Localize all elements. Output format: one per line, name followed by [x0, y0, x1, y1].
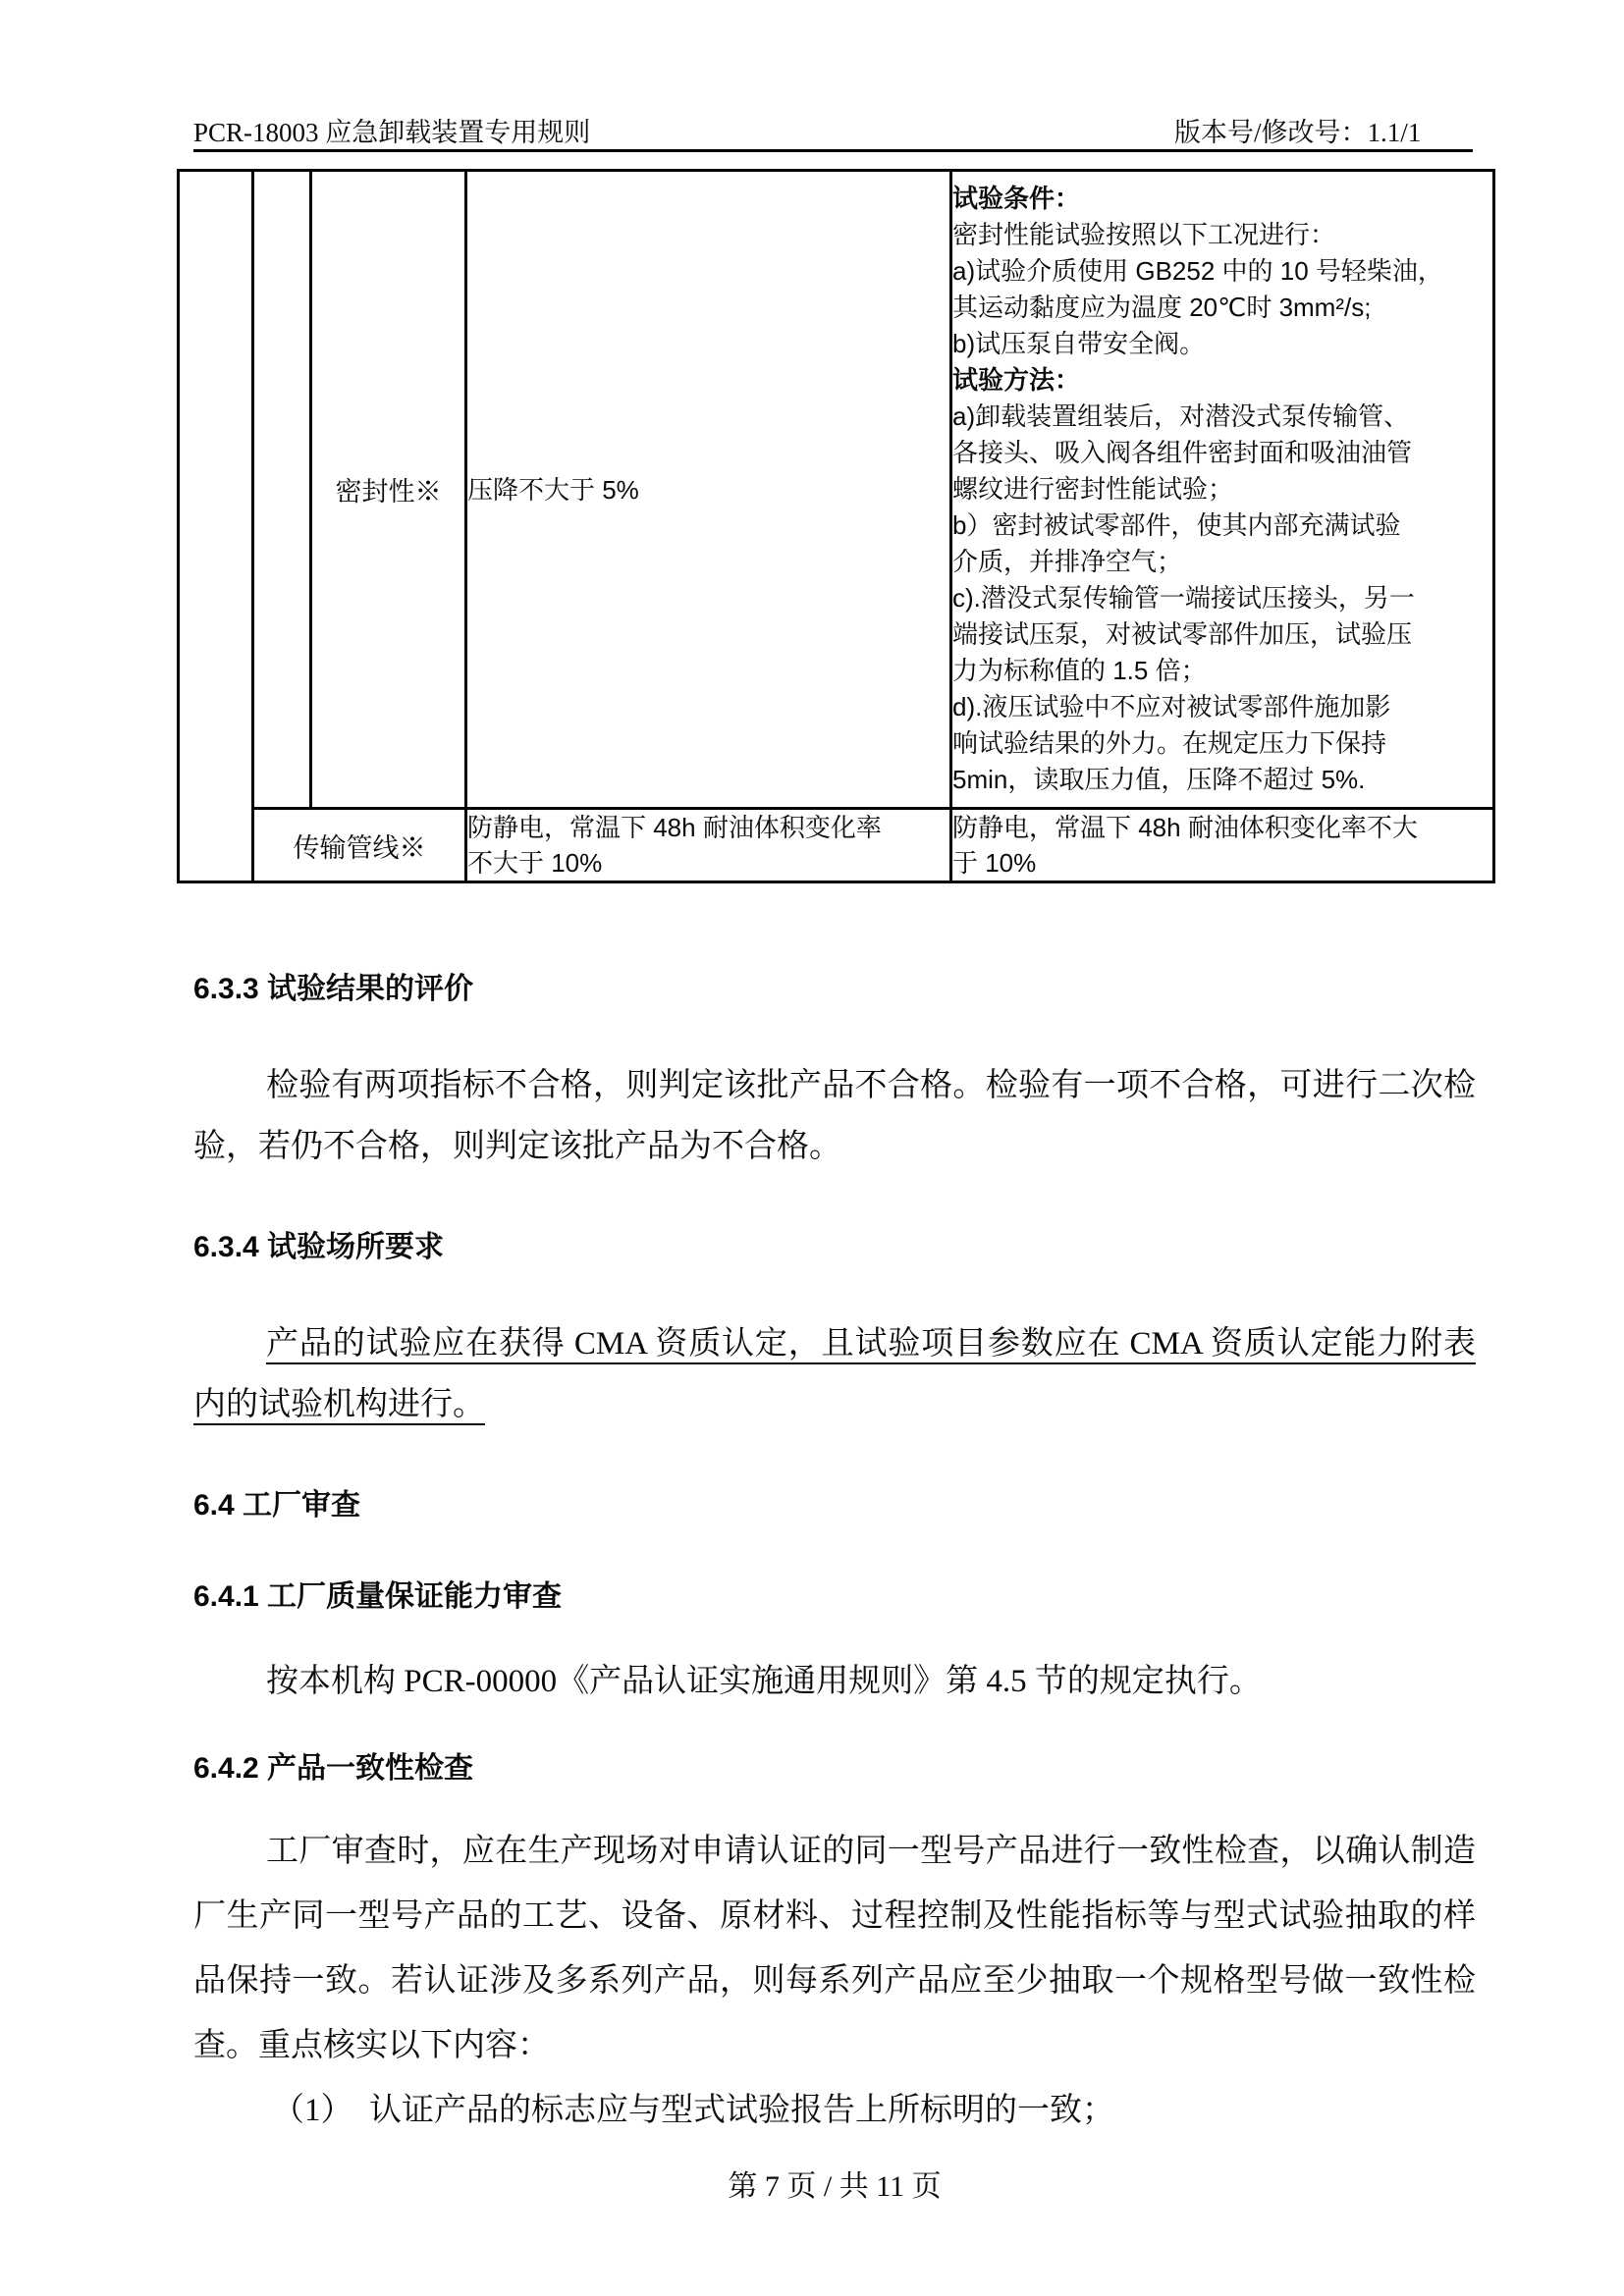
method-line: 试验方法： [952, 365, 1081, 395]
method-line: a)卸载装置组装后，对潜没式泵传输管、 [952, 401, 1410, 431]
heading-6-3-4: 6.3.4 试验场所要求 [193, 1231, 445, 1263]
paragraph-line: 品保持一致。若认证涉及多系列产品，则每系列产品应至少抽取一个规格型号做一致性检 [193, 1963, 1476, 1999]
method-line: 防静电，常温下 48h 耐油体积变化率不大 [952, 813, 1418, 842]
header-doc-code: PCR-18003 应急卸载装置专用规则 [193, 118, 591, 147]
cell-requirement-seal [466, 171, 951, 809]
heading-6-4: 6.4 工厂审查 [193, 1489, 361, 1522]
paragraph-line: 检验有两项指标不合格，则判定该批产品不合格。检验有一项不合格，可进行二次检 [266, 1068, 1476, 1103]
requirement-line: 不大于 10% [467, 848, 603, 878]
paragraph-6-4-2 [193, 1819, 1476, 2078]
spec-table [177, 169, 1495, 883]
heading-6-3-3: 6.3.3 试验结果的评价 [193, 973, 474, 1005]
paragraph-line: 厂生产同一型号产品的工艺、设备、原材料、过程控制及性能指标等与型式试验抽取的样 [193, 1898, 1476, 1934]
method-line: 螺纹进行密封性能试验； [952, 474, 1234, 504]
paragraph-line-underlined: 内的试验机构进行。 [193, 1387, 485, 1422]
paragraph-line: 按本机构 PCR-00000《产品认证实施通用规则》第 4.5 节的规定执行。 [266, 1664, 1262, 1699]
requirement-line: 防静电，常温下 48h 耐油体积变化率 [467, 813, 882, 842]
method-line: 力为标称值的 1.5 倍； [952, 656, 1207, 685]
header-version: 版本号/修改号：1.1/1 [1174, 118, 1422, 147]
paragraph-line: （1） 认证产品的标志应与型式试验报告上所标明的一致； [272, 2093, 1114, 2128]
page-number: 第 7 页 / 共 11 页 [728, 2170, 942, 2203]
method-line: a)试验介质使用 GB252 中的 10 号轻柴油， [952, 256, 1443, 286]
method-line: 试验条件： [952, 184, 1081, 213]
paragraph-line: 验，若仍不合格，则判定该批产品为不合格。 [193, 1129, 841, 1164]
method-line: c).潜没式泵传输管一端接试压接头，另一 [952, 583, 1415, 613]
method-line: 于 10% [952, 848, 1037, 878]
cell-method-pipeline [951, 809, 1494, 882]
table-row-seal [179, 171, 1494, 809]
heading-6-4-2: 6.4.2 产品一致性检查 [193, 1752, 474, 1785]
cell-method-seal [951, 171, 1494, 809]
paragraph-6-4-1 [193, 1651, 1476, 1712]
method-line: b）密封被试零部件，使其内部充满试验 [952, 510, 1401, 540]
method-line: 密封性能试验按照以下工况进行： [952, 220, 1336, 249]
table-row-pipeline [179, 809, 1494, 882]
cell-requirement-pipeline [466, 809, 951, 882]
cell-item-pipeline: 传输管线※ [253, 809, 466, 882]
heading-6-4-1: 6.4.1 工厂质量保证能力审查 [193, 1580, 563, 1613]
method-line: 响试验结果的外力。在规定压力下保持 [952, 728, 1387, 758]
paragraph-6-3-4 [193, 1313, 1476, 1435]
cell-blank-left [179, 171, 253, 882]
method-line: 5min，读取压力值，压降不超过 5%. [952, 765, 1366, 794]
method-line: 端接试压泵，对被试零部件加压，试验压 [952, 619, 1413, 649]
paragraph-line-underlined: 产品的试验应在获得 CMA 资质认定，且试验项目参数应在 CMA 资质认定能力附表 [266, 1326, 1476, 1362]
method-line: 其运动黏度应为温度 20℃时 3mm²/s; [952, 293, 1372, 322]
method-line: 各接头、吸入阀各组件密封面和吸油油管 [952, 438, 1413, 467]
list-item-1 [193, 2078, 1476, 2143]
cell-item-seal: 密封性※ [311, 171, 466, 809]
paragraph-line: 查。重点核实以下内容： [193, 2028, 550, 2063]
requirement-text: 压降不大于 5% [467, 474, 639, 505]
header-rule [193, 149, 1473, 152]
cell-blank-sub [253, 171, 311, 809]
method-line: b)试压泵自带安全阀。 [952, 329, 1206, 358]
method-line: d).液压试验中不应对被试零部件施加影 [952, 692, 1391, 721]
method-line: 介质，并排净空气； [952, 547, 1183, 576]
paragraph-6-3-3 [193, 1055, 1476, 1177]
paragraph-line: 工厂审查时，应在生产现场对申请认证的同一型号产品进行一致性检查，以确认制造 [266, 1834, 1476, 1869]
